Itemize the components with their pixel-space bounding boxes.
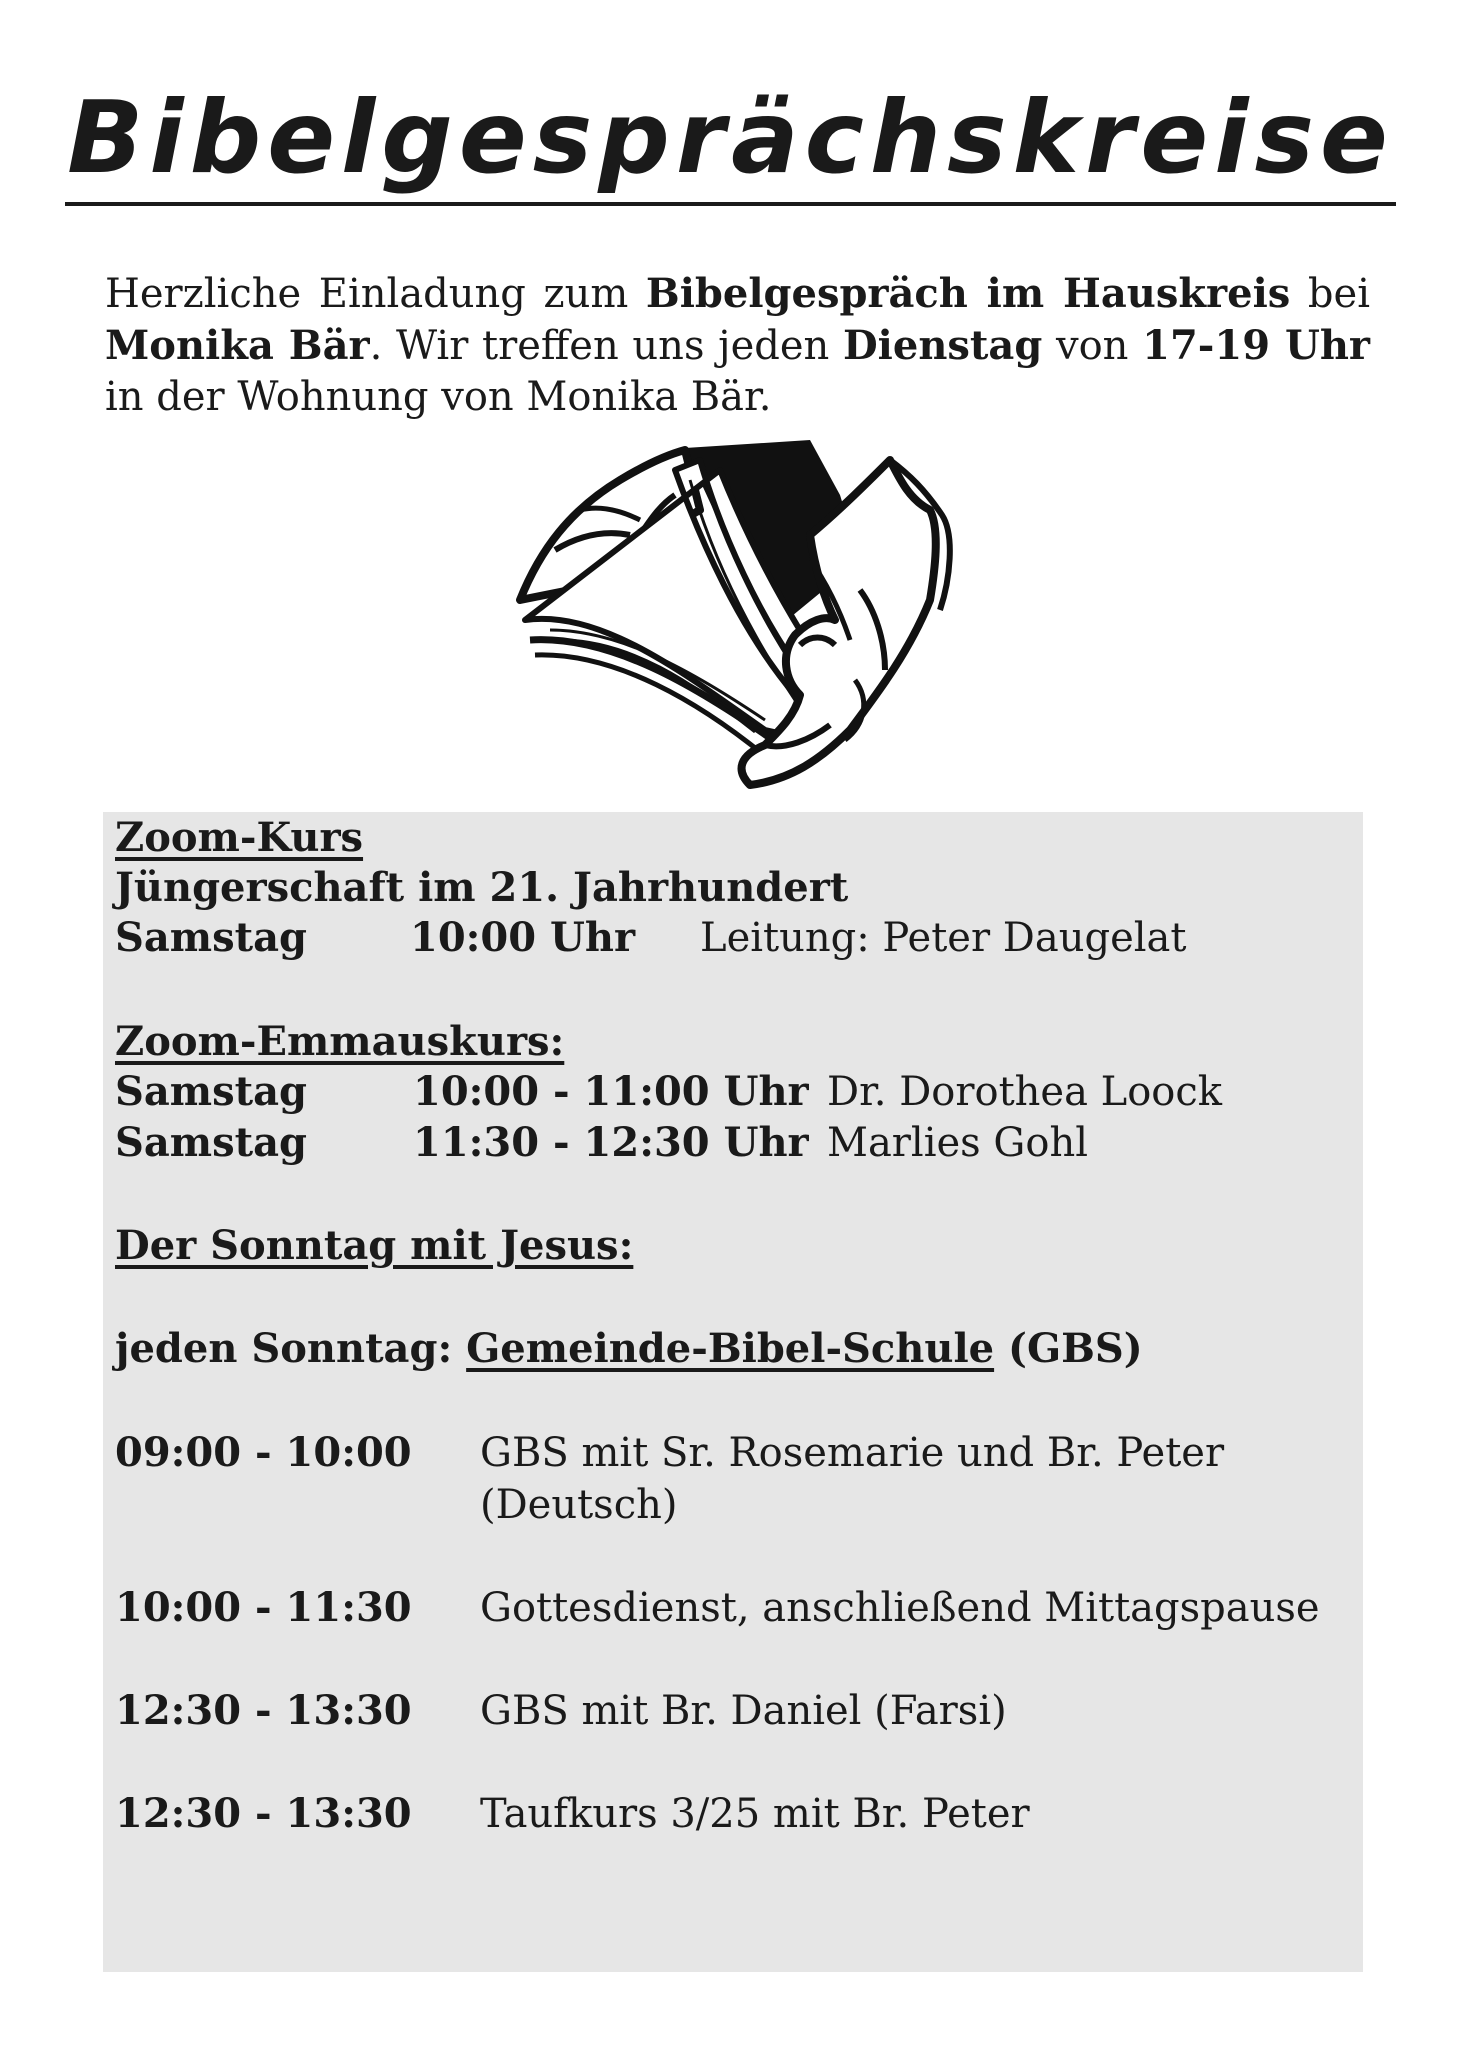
sonntag-heading: Der Sonntag mit Jesus: <box>115 1222 634 1269</box>
zoom-kurs-heading: Zoom-Kurs <box>115 814 364 861</box>
emmaus-row <box>115 1117 1345 1169</box>
schedule-desc: GBS mit Sr. Rosemarie und Br. Peter <box>480 1430 1225 1476</box>
schedule-time: 10:00 - 11:30 <box>115 1584 412 1631</box>
schedule-desc: Gottesdienst, anschließend Mittagspause <box>480 1585 1320 1631</box>
school-name: Gemeinde-Bibel-Schule <box>466 1325 995 1372</box>
emmaus-time: 11:30 - 12:30 Uhr <box>413 1119 809 1166</box>
zoom-kurs-time: 10:00 Uhr <box>410 914 636 961</box>
zoom-kurs-leader: Leitung: Peter Daugelat <box>700 915 1187 961</box>
emmaus-day: Samstag <box>115 1119 308 1166</box>
schedule-desc: Taufkurs 3/25 mit Br. Peter <box>480 1791 1030 1837</box>
emmaus-person: Dr. Dorothea Loock <box>827 1069 1223 1115</box>
schedule-panel <box>103 812 1363 1972</box>
emmaus-row <box>115 1066 1345 1118</box>
intro-paragraph: Herzliche Einladung zum Bibelgespräch im Hauskreis bei Monika Bär. Wir treffen uns jeden Dienstag von 17-19 Uhr in der Wohnung von Monika Bär. <box>105 270 1371 420</box>
sonntag-intro: jeden Sonntag: Gemeinde-Bibel-Schule (GBS) <box>115 1325 1143 1372</box>
emmaus-heading: Zoom-Emmauskurs: <box>115 1018 565 1065</box>
page-title: Bibelgesprächskreise <box>0 88 1461 188</box>
meeting-day: Dienstag <box>842 322 1043 369</box>
emmaus-day: Samstag <box>115 1068 308 1115</box>
meeting-time: 17-19 Uhr <box>1142 322 1371 369</box>
schedule-row <box>115 1582 1345 1634</box>
hands-holding-bible-icon <box>510 440 960 790</box>
schedule-row <box>115 1788 1345 1840</box>
emmaus-person: Marlies Gohl <box>827 1120 1089 1166</box>
schedule-desc: (Deutsch) <box>480 1482 678 1528</box>
schedule-time: 12:30 - 13:30 <box>115 1687 412 1734</box>
emmaus-time: 10:00 - 11:00 Uhr <box>413 1068 809 1115</box>
schedule-desc: GBS mit Br. Daniel (Farsi) <box>480 1688 1007 1734</box>
zoom-kurs-subtitle: Jüngerschaft im 21. Jahrhundert <box>115 864 849 911</box>
zoom-kurs-row <box>115 912 1345 964</box>
schedule-row <box>115 1685 1345 1737</box>
host-name: Monika Bär <box>105 322 370 369</box>
schedule-time: 12:30 - 13:30 <box>115 1790 412 1837</box>
zoom-kurs-day: Samstag <box>115 914 308 961</box>
schedule-row <box>115 1427 1345 1531</box>
event-name: Bibelgespräch im Hauskreis <box>645 270 1291 317</box>
schedule-time: 09:00 - 10:00 <box>115 1429 412 1476</box>
